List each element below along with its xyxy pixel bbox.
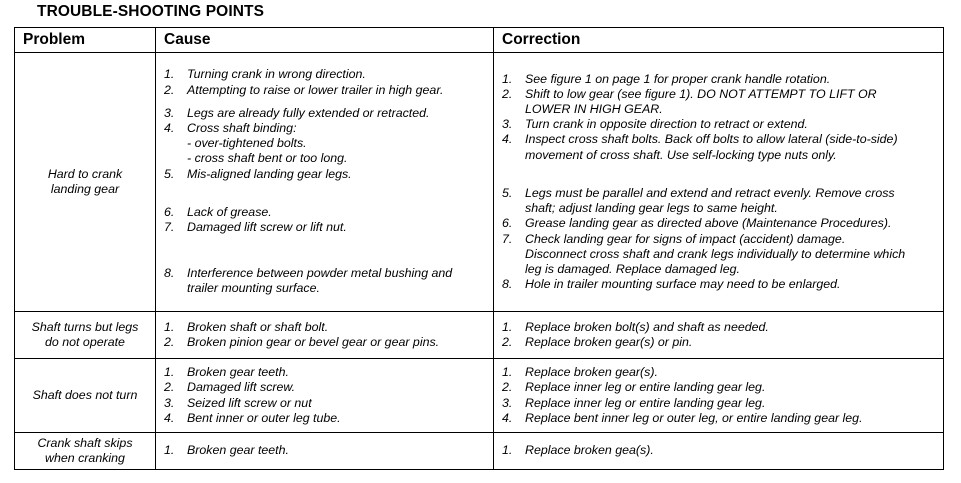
list-item bbox=[164, 106, 487, 121]
item-text: Attempting to raise or lower trailer in high gear. bbox=[187, 82, 444, 97]
item-text: movement of cross shaft. Use self-locking type nuts only. bbox=[525, 147, 837, 162]
item-text: Broken gear teeth. bbox=[187, 443, 289, 458]
item-number: 5. bbox=[164, 166, 175, 181]
item-text: Bent inner or outer leg tube. bbox=[187, 410, 341, 425]
item-number: 3. bbox=[164, 395, 175, 410]
item-text: Legs must be parallel and extend and retract evenly. Remove cross bbox=[525, 185, 895, 200]
item-text: Grease landing gear as directed above (Maintenance Procedures). bbox=[525, 216, 892, 231]
item-number: 4. bbox=[502, 410, 513, 425]
item-text: Damaged lift screw. bbox=[187, 380, 296, 395]
item-text: Inspect cross shaft bolts. Back off bolts to allow lateral (side-to-side) bbox=[525, 132, 898, 147]
correction-list bbox=[502, 443, 937, 458]
item-text: shaft; adjust landing gear legs to same height. bbox=[525, 201, 778, 216]
list-item bbox=[502, 277, 937, 292]
item-number: 6. bbox=[164, 204, 175, 219]
item-number: 4. bbox=[164, 120, 175, 135]
problem-cell bbox=[15, 359, 156, 433]
problem-line: Shaft does not turn bbox=[32, 388, 138, 402]
item-number: 4. bbox=[502, 132, 513, 147]
cause-cell bbox=[156, 312, 494, 359]
list-item bbox=[502, 232, 937, 278]
item-text: Shift to low gear (see figure 1). DO NOT ATTEMPT TO LIFT OR bbox=[525, 86, 877, 101]
correction-cell bbox=[494, 53, 944, 312]
list-item bbox=[164, 320, 487, 335]
correction-cell bbox=[494, 359, 944, 433]
item-text: Replace broken gea(s). bbox=[525, 443, 654, 458]
item-text: Hole in trailer mounting surface may need to be enlarged. bbox=[525, 277, 841, 292]
correction-cell bbox=[494, 312, 944, 359]
item-number: 2. bbox=[164, 380, 175, 395]
list-item bbox=[164, 266, 487, 296]
item-text: Broken gear teeth. bbox=[187, 365, 289, 380]
item-number: 3. bbox=[502, 395, 513, 410]
item-number: 5. bbox=[502, 185, 513, 200]
list-item bbox=[164, 443, 487, 458]
item-text: Replace broken gear(s). bbox=[525, 365, 658, 380]
table-row bbox=[15, 433, 944, 470]
item-number: 1. bbox=[164, 319, 175, 334]
list-item bbox=[502, 117, 937, 132]
item-text: - cross shaft bent or too long. bbox=[187, 151, 348, 166]
problem-cell bbox=[15, 433, 156, 470]
item-text: LOWER IN HIGH GEAR. bbox=[525, 102, 663, 117]
table-row bbox=[15, 359, 944, 433]
item-number: 2. bbox=[502, 86, 513, 101]
item-text: Replace broken bolt(s) and shaft as needed. bbox=[525, 319, 769, 334]
correction-list bbox=[502, 320, 937, 350]
problem-line: Crank shaft skips bbox=[37, 436, 133, 450]
cause-cell bbox=[156, 359, 494, 433]
item-text: leg is damaged. Replace damaged leg. bbox=[525, 261, 740, 276]
problem-line: landing gear bbox=[50, 182, 120, 196]
problem-line: when cranking bbox=[45, 451, 125, 465]
item-number: 3. bbox=[164, 105, 175, 120]
item-number: 1. bbox=[164, 67, 175, 82]
item-number: 1. bbox=[164, 365, 175, 380]
item-number: 2. bbox=[164, 82, 175, 97]
item-text: See figure 1 on page 1 for proper crank handle rotation. bbox=[525, 71, 831, 86]
list-item bbox=[164, 396, 487, 411]
problem-cell bbox=[15, 53, 156, 312]
cause-cell bbox=[156, 433, 494, 470]
item-number: 3. bbox=[502, 117, 513, 132]
list-item bbox=[502, 396, 937, 411]
item-text: Replace inner leg or entire landing gear leg. bbox=[525, 395, 766, 410]
list-item bbox=[502, 365, 937, 380]
list-item bbox=[164, 205, 487, 220]
item-text: Replace broken gear(s) or pin. bbox=[525, 335, 693, 349]
item-number: 1. bbox=[502, 71, 513, 86]
table-row bbox=[15, 53, 944, 312]
list-item bbox=[502, 335, 937, 350]
list-item bbox=[164, 167, 487, 182]
list-item bbox=[502, 72, 937, 87]
list-item bbox=[164, 380, 487, 395]
item-text: Lack of grease. bbox=[187, 204, 272, 219]
list-item bbox=[502, 216, 937, 231]
item-number: 6. bbox=[502, 216, 513, 231]
item-text: Replace inner leg or entire landing gear leg. bbox=[525, 380, 766, 395]
list-item bbox=[164, 335, 487, 350]
correction-list bbox=[502, 365, 937, 426]
header-correction: Correction bbox=[494, 28, 944, 53]
item-text: Seized lift screw or nut bbox=[187, 395, 312, 410]
list-item bbox=[502, 320, 937, 335]
item-number: 1. bbox=[164, 443, 175, 458]
list-item bbox=[164, 83, 487, 98]
list-item bbox=[502, 132, 937, 162]
item-text: Interference between powder metal bushing and bbox=[187, 266, 453, 281]
item-number: 2. bbox=[502, 380, 513, 395]
item-text: Turn crank in opposite direction to retract or extend. bbox=[525, 117, 808, 132]
item-number: 7. bbox=[164, 220, 175, 234]
list-item bbox=[164, 67, 487, 82]
item-text: Mis-aligned landing gear legs. bbox=[187, 166, 352, 181]
item-number: 1. bbox=[502, 443, 513, 458]
list-item bbox=[502, 87, 937, 117]
problem-cell bbox=[15, 312, 156, 359]
item-text: Legs are already fully extended or retracted. bbox=[187, 105, 430, 120]
item-text: Replace bent inner leg or outer leg, or entire landing gear leg. bbox=[525, 410, 863, 425]
item-text: - over-tightened bolts. bbox=[187, 136, 307, 151]
table-header-row bbox=[15, 28, 944, 53]
cause-cell bbox=[156, 53, 494, 312]
correction-cell bbox=[494, 433, 944, 470]
header-problem: Problem bbox=[15, 28, 156, 53]
item-number: 2. bbox=[502, 335, 513, 349]
correction-list bbox=[502, 72, 937, 293]
item-number: 2. bbox=[164, 335, 175, 349]
item-number: 4. bbox=[164, 410, 175, 425]
problem-line: Shaft turns but legs bbox=[31, 320, 139, 334]
item-text: Broken shaft or shaft bolt. bbox=[187, 319, 329, 334]
page-title: TROUBLE-SHOOTING POINTS bbox=[37, 3, 265, 20]
item-number: 1. bbox=[502, 365, 513, 380]
cause-list bbox=[164, 443, 487, 458]
header-cause: Cause bbox=[156, 28, 494, 53]
item-number: 7. bbox=[502, 231, 513, 246]
problem-line: Hard to crank bbox=[47, 167, 123, 181]
cause-list bbox=[164, 67, 487, 296]
list-item bbox=[502, 380, 937, 395]
item-text: Turning crank in wrong direction. bbox=[187, 67, 366, 82]
item-text: Check landing gear for signs of impact (accident) damage. bbox=[525, 231, 846, 246]
item-text: Disconnect cross shaft and crank legs individually to determine which bbox=[525, 246, 906, 261]
cause-list bbox=[164, 320, 487, 350]
list-item bbox=[164, 365, 487, 380]
problem-line: do not operate bbox=[45, 335, 125, 349]
cause-list bbox=[164, 365, 487, 426]
item-number: 8. bbox=[164, 266, 175, 281]
item-text: trailer mounting surface. bbox=[187, 281, 320, 296]
list-item bbox=[502, 186, 937, 216]
item-text: Damaged lift screw or lift nut. bbox=[187, 220, 347, 234]
list-item bbox=[502, 443, 937, 458]
table-row bbox=[15, 312, 944, 359]
list-item bbox=[164, 411, 487, 426]
list-item bbox=[502, 411, 937, 426]
item-number: 1. bbox=[502, 319, 513, 334]
item-text: Cross shaft binding: bbox=[187, 120, 297, 135]
item-text: Broken pinion gear or bevel gear or gear pins. bbox=[187, 335, 440, 349]
list-item bbox=[164, 121, 487, 167]
list-item bbox=[164, 220, 487, 235]
trouble-shooting-table bbox=[14, 27, 944, 470]
item-number: 8. bbox=[502, 277, 513, 292]
